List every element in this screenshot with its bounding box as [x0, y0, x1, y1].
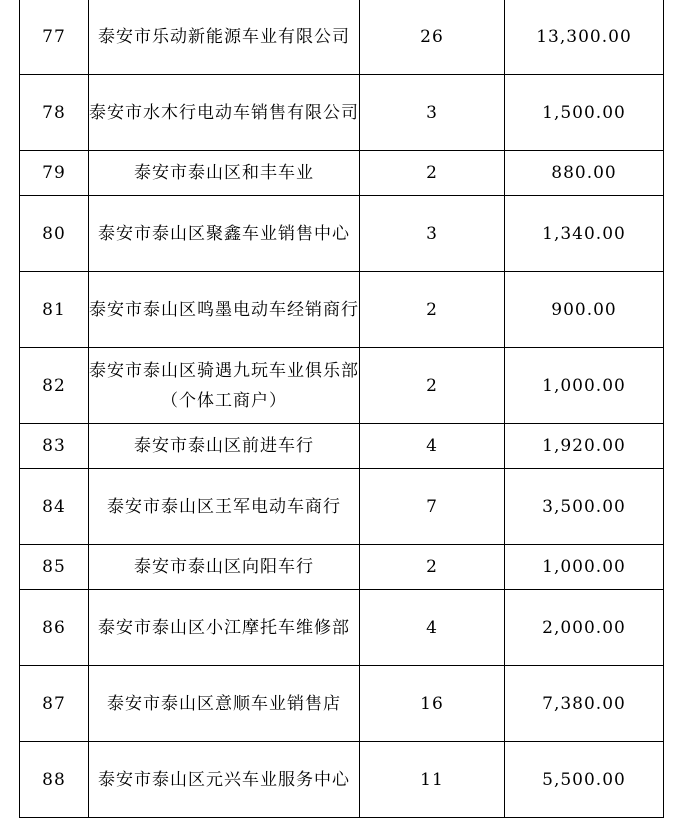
company-name: 泰安市泰山区骑遇九玩车业俱乐部（个体工商户） — [89, 348, 360, 424]
row-number: 88 — [20, 742, 89, 818]
table-row — [20, 742, 664, 818]
amount: 1,920.00 — [505, 424, 664, 469]
table-row — [20, 272, 664, 348]
table-row — [20, 545, 664, 590]
row-number: 85 — [20, 545, 89, 590]
company-name: 泰安市泰山区和丰车业 — [89, 151, 360, 196]
subsidy-table — [19, 0, 664, 818]
quantity: 4 — [360, 590, 505, 666]
row-number: 87 — [20, 666, 89, 742]
company-name: 泰安市泰山区聚鑫车业销售中心 — [89, 196, 360, 272]
row-number: 78 — [20, 75, 89, 151]
table-row — [20, 348, 664, 424]
company-name: 泰安市乐动新能源车业有限公司 — [89, 0, 360, 75]
company-name: 泰安市泰山区向阳车行 — [89, 545, 360, 590]
row-number: 86 — [20, 590, 89, 666]
amount: 1,340.00 — [505, 196, 664, 272]
quantity: 11 — [360, 742, 505, 818]
row-number: 82 — [20, 348, 89, 424]
quantity: 2 — [360, 545, 505, 590]
amount: 1,000.00 — [505, 348, 664, 424]
amount: 3,500.00 — [505, 469, 664, 545]
quantity: 2 — [360, 151, 505, 196]
quantity: 3 — [360, 196, 505, 272]
table-row — [20, 196, 664, 272]
company-name: 泰安市泰山区前进车行 — [89, 424, 360, 469]
company-name: 泰安市泰山区鸣墨电动车经销商行 — [89, 272, 360, 348]
table-row — [20, 151, 664, 196]
quantity: 2 — [360, 272, 505, 348]
amount: 900.00 — [505, 272, 664, 348]
quantity: 3 — [360, 75, 505, 151]
row-number: 84 — [20, 469, 89, 545]
table-row — [20, 469, 664, 545]
amount: 5,500.00 — [505, 742, 664, 818]
table-row — [20, 75, 664, 151]
amount: 13,300.00 — [505, 0, 664, 75]
table-row — [20, 666, 664, 742]
quantity: 26 — [360, 0, 505, 75]
quantity: 16 — [360, 666, 505, 742]
company-name: 泰安市泰山区王军电动车商行 — [89, 469, 360, 545]
table-row — [20, 590, 664, 666]
quantity: 4 — [360, 424, 505, 469]
row-number: 83 — [20, 424, 89, 469]
amount: 1,500.00 — [505, 75, 664, 151]
quantity: 7 — [360, 469, 505, 545]
row-number: 77 — [20, 0, 89, 75]
company-name: 泰安市泰山区意顺车业销售店 — [89, 666, 360, 742]
row-number: 80 — [20, 196, 89, 272]
table-row — [20, 0, 664, 75]
amount: 7,380.00 — [505, 666, 664, 742]
company-name: 泰安市泰山区元兴车业服务中心 — [89, 742, 360, 818]
table-row — [20, 424, 664, 469]
amount: 1,000.00 — [505, 545, 664, 590]
company-name: 泰安市泰山区小江摩托车维修部 — [89, 590, 360, 666]
amount: 880.00 — [505, 151, 664, 196]
row-number: 81 — [20, 272, 89, 348]
company-name: 泰安市水木行电动车销售有限公司 — [89, 75, 360, 151]
amount: 2,000.00 — [505, 590, 664, 666]
quantity: 2 — [360, 348, 505, 424]
row-number: 79 — [20, 151, 89, 196]
